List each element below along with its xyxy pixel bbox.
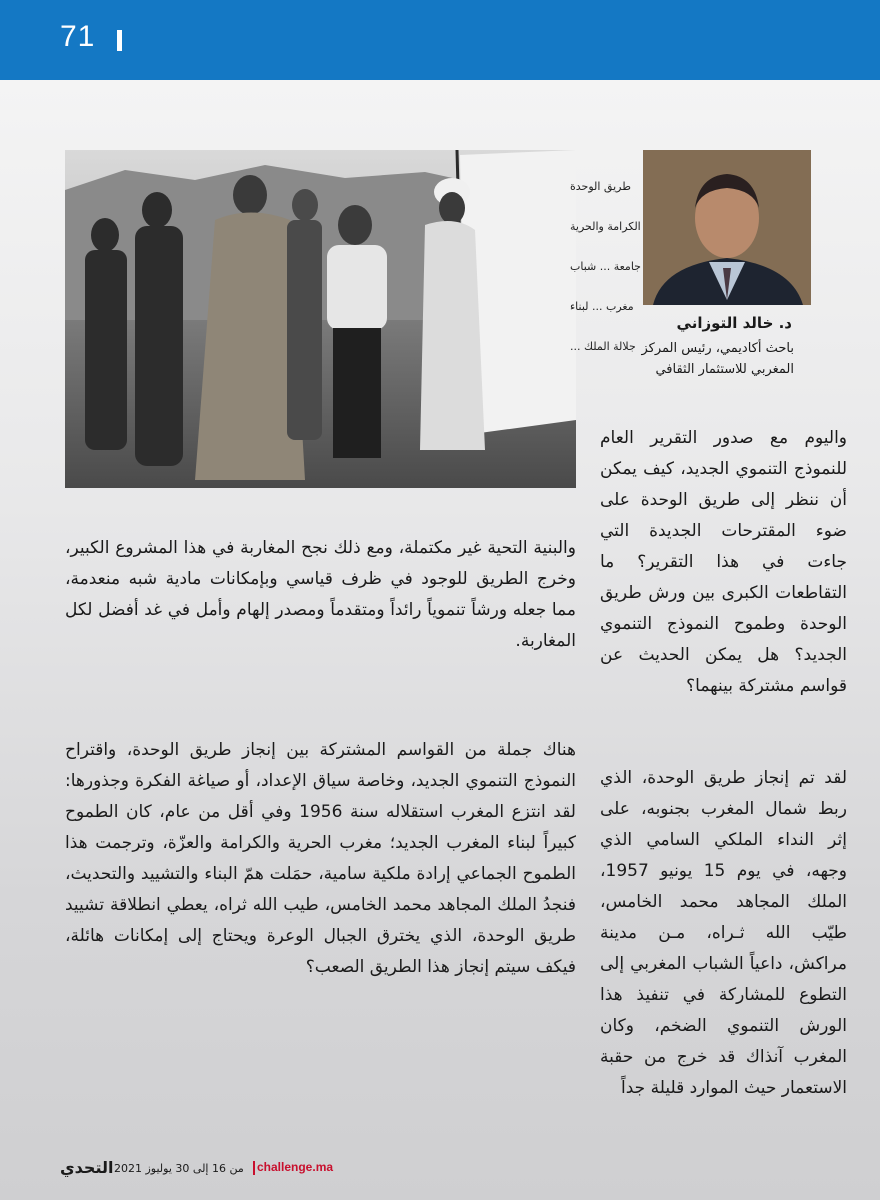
author-name: د. خالد التوزاني bbox=[676, 314, 792, 332]
sign-text-1: طريق الوحدة bbox=[570, 180, 631, 193]
author-role bbox=[574, 338, 794, 380]
paragraph-text: والبنية التحية غير مكتملة، ومع ذلك نجح المغاربة في هذا المشروع الكبير، وخرج الطريق للوجود في ظرف قياسي وبإمكانات مادية شبه منعدمة، مما جعله ورشاً تنموياً رائداً ومتقدماً ومصدر إلهام وأمل في غد أفضل لكل المغاربة. bbox=[65, 538, 576, 651]
sign-text-2: الكرامة والحرية bbox=[570, 220, 641, 233]
page-number: 71 bbox=[60, 20, 96, 53]
footer-brand-logo: التحدي bbox=[60, 1158, 114, 1177]
author-role-line-2: المغربي للاستثمار الثقافي bbox=[655, 362, 794, 377]
paragraph-text: واليوم مع صدور التقرير العام للنموذج التنموي الجديد، كيف يمكن أن ننظر إلى طريق الوحدة على ضوء المقترحات الجديدة التي جاءت في هذا التقرير؟ ما التقاطعات الكبرى بين ورش طريق الوحدة وطموح النموذج التنموي الجديد؟ هل يمكن الحديث عن قواسم مشتركة بينهما؟ bbox=[600, 428, 847, 696]
page-number-divider bbox=[117, 30, 122, 51]
author-portrait bbox=[643, 150, 811, 305]
right-column-paragraph-2 bbox=[600, 763, 847, 1104]
right-column-paragraph-1 bbox=[600, 423, 847, 702]
paragraph-text: هناك جملة من القواسم المشتركة بين إنجاز طريق الوحدة، واقتراح النموذج التنموي الجديد، وخاصة سياق الإعداد، أو صياغة الفكرة وجذورها: لقد انتزع المغرب استقلاله سنة 1956 وفي أقل من عام، كان الطموح كبيراً لبناء المغرب الجديد؛ مغرب الحرية والكرامة والعزّة، وترجمت هذا الطموح الجماعي إرادة ملكية سامية، حمَلت همّ البناء والتشييد والتحديث، فنجدُ الملك المجاهد محمد الخامس، طيب الله ثراه، يعطي انطلاقة تشييد طريق الوحدة، الذي يخترق الجبال الوعرة ويحتاج إلى إمكانات هائلة، فيكف سيتم إنجاز هذا الطريق الصعب؟ bbox=[65, 740, 576, 977]
left-column-paragraph-2 bbox=[65, 735, 576, 983]
sign-text-3: جامعة ... شباب bbox=[570, 260, 641, 273]
historical-photo bbox=[65, 150, 641, 488]
left-column-paragraph-1 bbox=[65, 533, 576, 657]
sign-text-4: مغرب ... لبناء bbox=[570, 300, 634, 313]
footer-issue-date: من 16 إلى 30 يوليوز 2021 bbox=[114, 1162, 244, 1175]
author-role-line-1: باحث أكاديمي، رئيس المركز bbox=[641, 341, 794, 356]
sign-text-5: جلالة الملك ... bbox=[570, 340, 636, 353]
paragraph-text: لقد تم إنجاز طريق الوحدة، الذي ربط شمال المغرب بجنوبه، على إثر النداء الملكي السامي الذي وجهه، في يوم 15 يونيو 1957، الملك المجاهد محمد الخامس، طيّب الله ثـراه، مـن مدينة مراكش، داعياً الشباب المغربي إلى التطوع للمشاركة في تنفيذ هذا الورش التنموي الضخم، وكان المغرب آنذاك قد خرج من حقبة الاستعمار حيث الموارد قليلة جداً bbox=[600, 768, 847, 1098]
footer-website-link[interactable]: challenge.ma bbox=[257, 1160, 334, 1174]
footer-divider bbox=[253, 1161, 255, 1175]
header-bar bbox=[0, 0, 880, 80]
